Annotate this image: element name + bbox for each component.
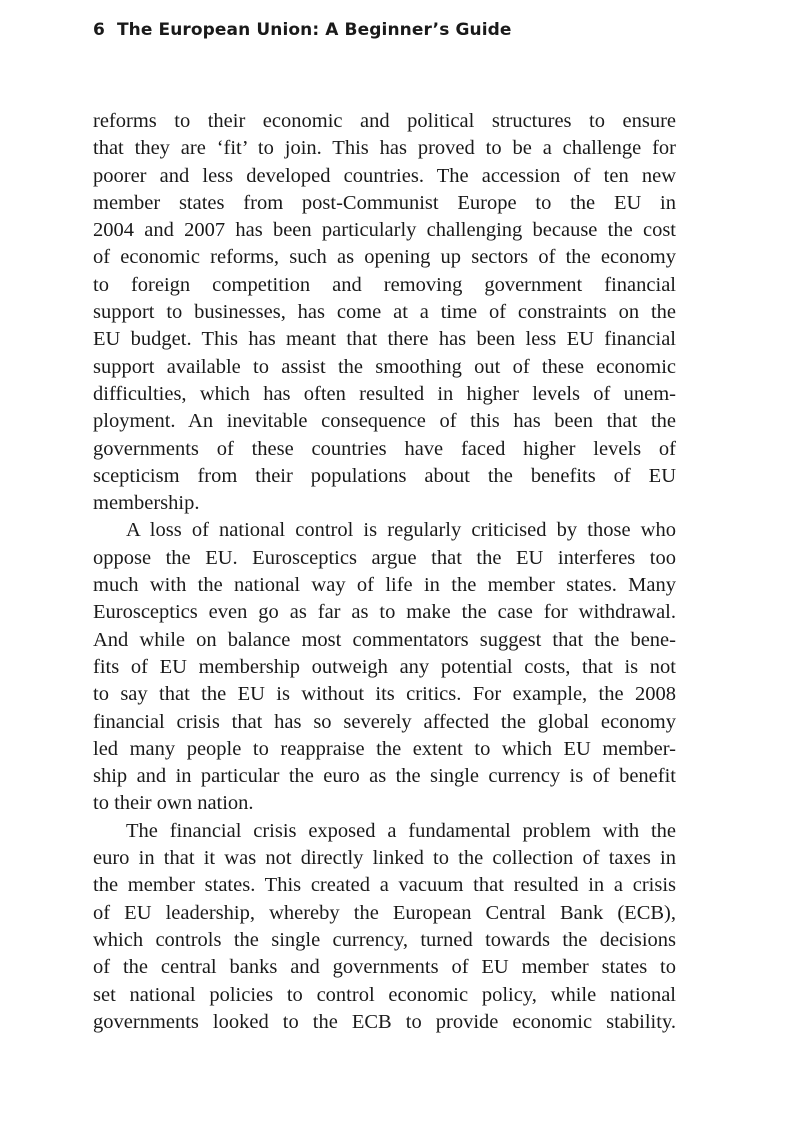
- text-line: support available to assist the smoothing out of these economic: [93, 355, 676, 378]
- text-line: which controls the single currency, turned towards the decisions: [93, 928, 676, 951]
- text-line: member states from post-Communist Europe to the EU in: [93, 191, 676, 214]
- text-line: ship and in particular the euro as the single currency is of benefit: [93, 765, 676, 788]
- text-line: And while on balance most commentators suggest that the bene-: [93, 628, 676, 651]
- text-line: fits of EU membership outweigh any potential costs, that is not: [93, 655, 676, 678]
- text-line: membership.: [93, 492, 200, 515]
- text-line: led many people to reappraise the extent to which EU member-: [93, 737, 676, 760]
- text-line: to say that the EU is without its critics. For example, the 2008: [93, 683, 676, 706]
- text-line: governments looked to the ECB to provide economic stability.: [93, 1010, 676, 1033]
- paragraph: [93, 517, 676, 817]
- text-line: governments of these countries have faced higher levels of: [93, 437, 676, 460]
- body-text: [93, 108, 676, 1036]
- paragraph: [93, 818, 676, 1036]
- text-line: reforms to their economic and political structures to ensure: [93, 110, 676, 132]
- text-line: scepticism from their populations about the benefits of EU: [93, 464, 676, 487]
- text-line: difficulties, which has often resulted in higher levels of unem-: [93, 382, 676, 405]
- text-line: oppose the EU. Eurosceptics argue that the EU interferes too: [93, 546, 676, 569]
- text-line: ployment. An inevitable consequence of this has been that the: [93, 410, 676, 433]
- text-line: support to businesses, has come at a time of constraints on the: [93, 301, 676, 324]
- text-line: 2004 and 2007 has been particularly challenging because the cost: [93, 219, 676, 242]
- text-line: much with the national way of life in the member states. Many: [93, 574, 676, 597]
- text-line: EU budget. This has meant that there has been less EU financial: [93, 328, 676, 351]
- text-line: euro in that it was not directly linked to the collection of taxes in: [93, 847, 676, 870]
- text-line: poorer and less developed countries. The accession of ten new: [93, 164, 676, 187]
- text-line: of EU leadership, whereby the European Central Bank (ECB),: [93, 901, 676, 924]
- text-line: The financial crisis exposed a fundamental problem with the: [126, 819, 676, 842]
- text-line: that they are ‘fit’ to join. This has proved to be a challenge for: [93, 137, 676, 160]
- text-line: of the central banks and governments of EU member states to: [93, 956, 676, 979]
- text-line: to foreign competition and removing government financial: [93, 273, 676, 296]
- running-head: [93, 20, 512, 40]
- text-line: to their own nation.: [93, 792, 254, 815]
- text-line: of economic reforms, such as opening up sectors of the economy: [93, 246, 676, 269]
- paragraph: [93, 108, 676, 517]
- text-line: A loss of national control is regularly criticised by those who: [126, 519, 676, 542]
- page-number: 6: [93, 20, 105, 40]
- text-line: set national policies to control economic policy, while national: [93, 983, 676, 1006]
- text-line: Eurosceptics even go as far as to make the case for withdrawal.: [93, 601, 676, 624]
- text-line: financial crisis that has so severely affected the global economy: [93, 710, 676, 733]
- text-line: the member states. This created a vacuum that resulted in a crisis: [93, 874, 676, 897]
- book-title: The European Union: A Beginner’s Guide: [116, 20, 512, 40]
